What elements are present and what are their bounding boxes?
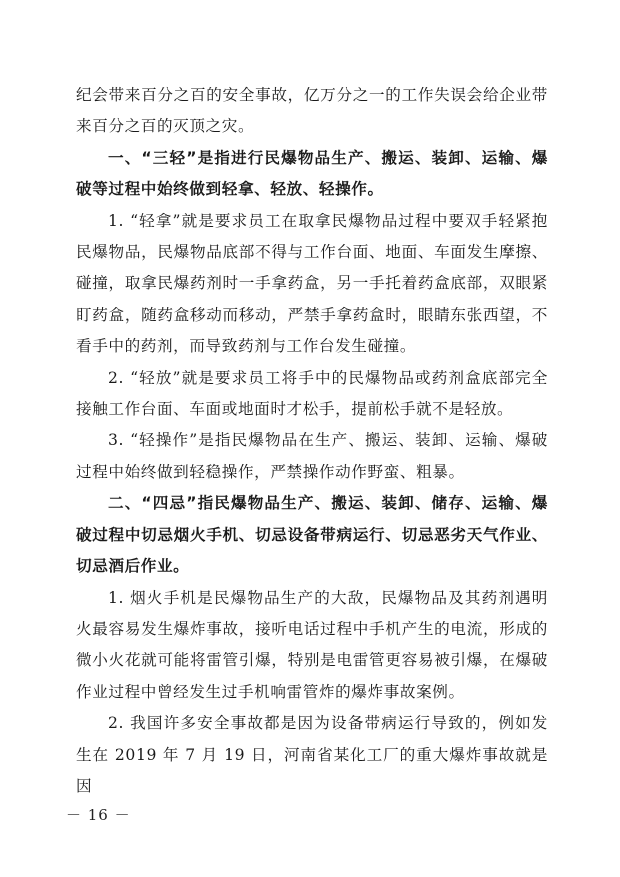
section-heading-three-light: 一、“三轻”是指进行民爆物品生产、搬运、装卸、运输、爆破等过程中始终做到轻拿、轻放、轻操作。 (76, 148, 548, 199)
section-heading-four-avoid: 二、“四忌”指民爆物品生产、搬运、装卸、储存、运输、爆破过程中切忌烟火手机、切忌设备带病运行、切忌恶劣天气作业、切忌酒后作业。 (76, 494, 548, 576)
paragraph-light-operate: 3. “轻操作”是指民爆物品在生产、搬运、装卸、运输、爆破过程中始终做到轻稳操作，严禁操作动作野蛮、粗暴。 (76, 431, 548, 481)
paragraph-light-take: 1. “轻拿”就是要求员工在取拿民爆物品过程中要双手轻紧抱民爆物品，民爆物品底部不得与工作台面、地面、车面发生摩擦、碰撞，取拿民爆药剂时一手拿药盒，另一手托着药盒底部，双眼紧盯药盒，随药盒移动而移动，严禁手拿药盒时，眼睛东张西望，不看手中的药剂，而导致药剂与工作台发生碰撞。 (76, 211, 548, 356)
page-number: － 16 － (66, 806, 131, 824)
document-body (76, 80, 548, 802)
paragraph-light-put: 2. “轻放”就是要求员工将手中的民爆物品或药剂盒底部完全接触工作台面、车面或地面时才松手，提前松手就不是轻放。 (76, 368, 548, 419)
paragraph-fire-phone: 1. 烟火手机是民爆物品生产的大敌，民爆物品及其药剂遇明火最容易发生爆炸事故，接听电话过程中手机产生的电流，形成的微小火花就可能将雷管引爆，特别是电雷管更容易被引爆，在爆破作业过程中曾经发生过手机响雷管炸的爆炸事故案例。 (76, 588, 548, 701)
paragraph-equipment-fault: 2. 我国许多安全事故都是因为设备带病运行导致的，例如发生在 2019 年 7 月 19 日，河南省某化工厂的重大爆炸事故就是因 (76, 714, 548, 795)
paragraph-continuation: 纪会带来百分之百的安全事故，亿万分之一的工作失误会给企业带来百分之百的灭顶之灾。 (76, 86, 548, 136)
